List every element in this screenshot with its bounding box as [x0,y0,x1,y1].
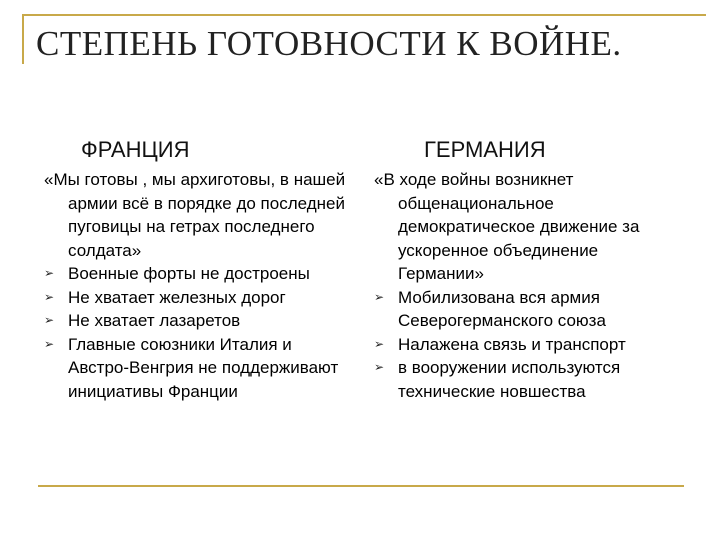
france-bullet-item [44,262,349,286]
frame-top-line [22,14,706,16]
arrowhead-bullet-icon: ➢ [374,289,385,304]
france-heading: ФРАНЦИЯ [81,137,190,162]
germany-heading: ГЕРМАНИЯ [424,137,546,162]
germany-bullet-item [374,286,684,333]
arrowhead-bullet-icon: ➢ [374,336,385,351]
germany-bullet-text: Налажена связь и транспорт [398,334,626,354]
arrowhead-bullet-icon: ➢ [44,313,55,327]
france-quote: «Мы готовы , мы архиготовы, в нашей армии всё в порядке до последней пуговицы на гетрах последнего солдата» [44,170,346,260]
germany-bullet-list [374,286,684,404]
france-bullet-text: Военные форты не достроены [68,264,310,283]
france-bullet-list [44,262,349,403]
germany-bullet-text: Мобилизована вся армия Северогерманского союза [398,287,606,330]
germany-bullet-item [374,333,684,357]
slide-title: СТЕПЕНЬ ГОТОВНОСТИ К ВОЙНЕ. [36,24,622,63]
arrowhead-bullet-icon: ➢ [374,360,385,374]
bottom-rule [38,485,684,487]
germany-quote: «В ходе войны возникнет общенациональное демократическое движение за ускоренное объединение Германии» [374,170,640,283]
germany-bullet-text: в вооружении используются технические новшества [398,358,621,401]
france-column [44,168,349,403]
france-bullet-item [44,286,349,310]
germany-column [374,168,684,403]
frame-left-line [22,14,24,64]
france-bullet-text: Не хватает железных дорог [68,287,286,307]
france-bullet-item [44,333,349,404]
arrowhead-bullet-icon: ➢ [44,336,55,351]
germany-bullet-item [374,356,684,403]
arrowhead-bullet-icon: ➢ [44,266,55,280]
france-bullet-item [44,309,349,333]
france-bullet-text: Не хватает лазаретов [68,311,241,330]
france-bullet-text: Главные союзники Италия и Австро-Венгрия не поддерживают инициативы Франции [68,334,339,401]
arrowhead-bullet-icon: ➢ [44,289,55,304]
